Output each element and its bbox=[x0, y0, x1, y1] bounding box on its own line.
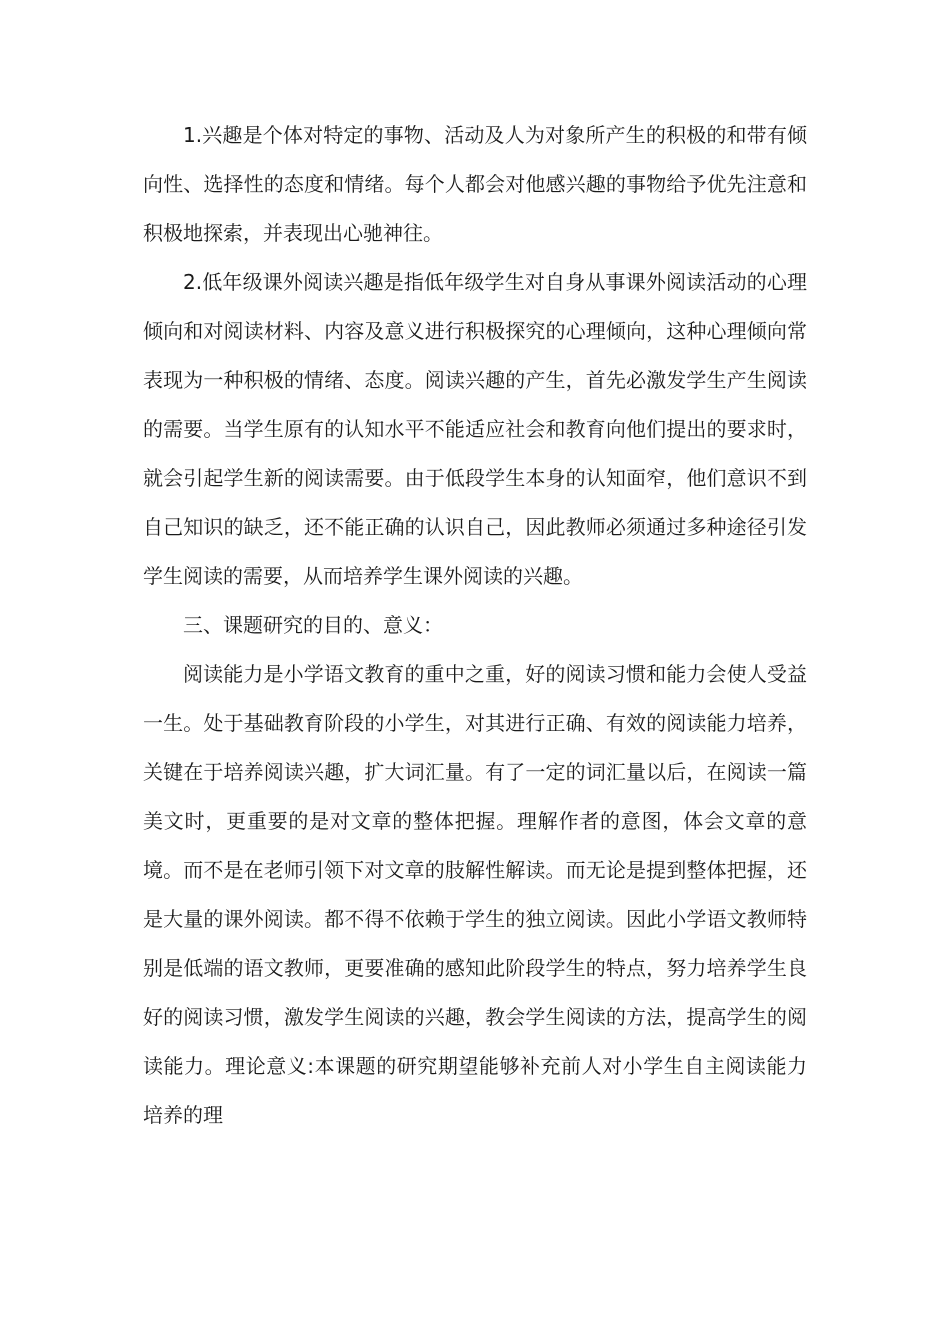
section-heading-purpose: 三、课题研究的目的、意义： bbox=[183, 613, 443, 637]
paragraph-reading-interest: 2.低年级课外阅读兴趣是指低年级学生对自身从事课外阅读活动的心理倾向和对阅读材料、内容及意义进行积极探究的心理倾向，这种心理倾向常表现为一种积极的情绪、态度。阅读兴趣的产生，首先必激发学生产生阅读的需要。当学生原有的认知水平不能适应社会和教育向他们提出的要求时，就会引起学生新的阅读需要。由于低段学生本身的认知面窄，他们意识不到自己知识的缺乏，还不能正确的认识自己，因此教师必须通过多种途径引发学生阅读的需要，从而培养学生课外阅读的兴趣。 bbox=[143, 270, 807, 588]
document-body bbox=[143, 111, 807, 1140]
paragraph-reading-ability: 阅读能力是小学语文教育的重中之重，好的阅读习惯和能力会使人受益一生。处于基础教育阶段的小学生，对其进行正确、有效的阅读能力培养，关键在于培养阅读兴趣，扩大词汇量。有了一定的词汇量以后，在阅读一篇美文时，更重要的是对文章的整体把握。理解作者的意图，体会文章的意境。而不是在老师引领下对文章的肢解性解读。而无论是提到整体把握，还是大量的课外阅读。都不得不依赖于学生的独立阅读。因此小学语文教师特别是低端的语文教师，更要准确的感知此阶段学生的特点，努力培养学生良好的阅读习惯，激发学生阅读的兴趣，教会学生阅读的方法，提高学生的阅读能力。理论意义:本课题的研究期望能够补充前人对小学生自主阅读能力培养的理 bbox=[143, 662, 807, 1127]
paragraph-interest-definition: 1.兴趣是个体对特定的事物、活动及人为对象所产生的积极的和带有倾向性、选择性的态度和情绪。每个人都会对他感兴趣的事物给予优先注意和积极地探索，并表现出心驰神往。 bbox=[143, 123, 807, 245]
